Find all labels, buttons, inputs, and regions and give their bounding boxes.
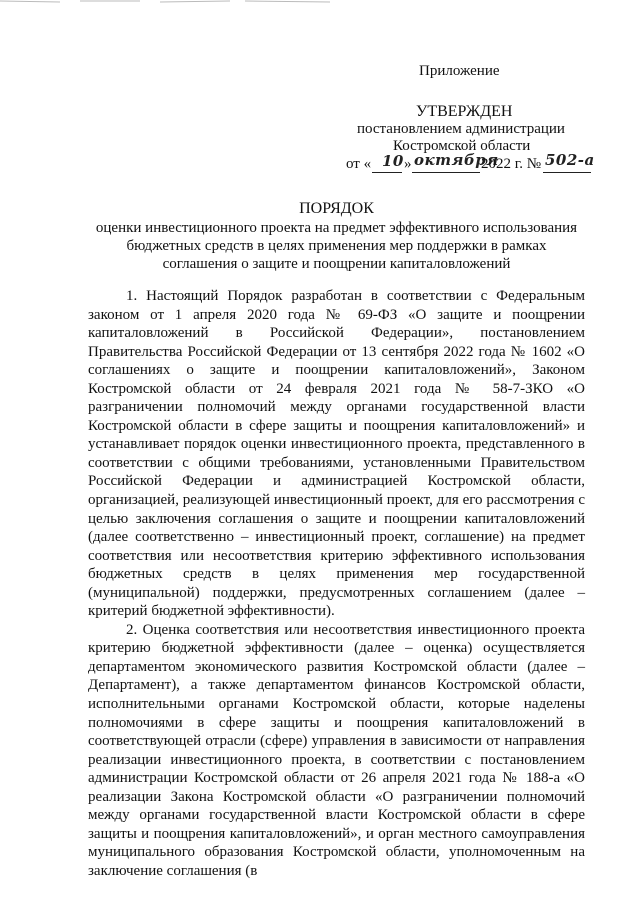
paragraph-1: 1. Настоящий Порядок разработан в соответствии с Федеральным законом от 1 апреля 2020 года № 69-ФЗ «О защите и поощрении капиталовложений в Российской Федерации», постановлением Правительства Российской Федерации от 13 сентября 2022 года № 1602 «О соглашениях о защите и поощрении капиталовложений», Законом Костромской области от 24 февраля 2021 года № 58-7-ЗКО «О разграничении полномочий между органами государственной власти Костромской области в сфере защиты и поощрения капиталовложений» и устанавливает порядок оценки инвестиционного проекта, представленного в соответствии с общими требованиями, установленными Правительством Российской Федерации и администрацией Костромской области, организацией, реализующей инвестиционный проект, для его рассмотрения с целью заключения соглашения о защите и поощрении капиталовложений (далее соответственно – инвестиционный проект, соглашение) на предмет соответствия или несоответствия критерию эффективного использования бюджетных средств в целях применения мер государственной (муниципальной) поддержки, предусмотренных соглашением (далее – критерий бюджетной эффективности). <box>88 288 585 620</box>
document-subtitle-line2: бюджетных средств в целях применения мер поддержки в рамках <box>126 238 547 254</box>
scan-artifact <box>0 0 360 6</box>
approved-label: УТВЕРЖДЕН <box>416 103 513 120</box>
date-closing-quote: » <box>404 156 412 172</box>
date-month: октября <box>414 151 499 169</box>
appendix-label: Приложение <box>419 63 500 79</box>
document-number: 502-а <box>545 151 595 169</box>
paragraph-2: 2. Оценка соответствия или несоответствия инвестиционного проекта критерию бюджетной эффективности (далее – оценка) осуществляется департаментом экономического развития Костромской области (далее – Департамент), а также департаментом финансов Костромской области, исполнительными органами Костромской области, которые наделены полномочиями в сфере защиты и поощрения капиталовложений в соответствующей отрасли (сфере) управления в зависимости от направления реализации инвестиционного проекта, в соответствии с постановлением администрации Костромской области от 26 апреля 2021 года № 188-а «О реализации Закона Костромской области «О разграничении полномочий между органами государственной власти Костромской области в сфере защиты и поощрения капиталовложений», и орган местного самоуправления муниципального образования Костромской области, уполномоченным на заключение соглашения (в <box>88 621 585 879</box>
document-title: ПОРЯДОК <box>299 200 374 217</box>
document-subtitle-line3: соглашения о защите и поощрении капиталовложений <box>162 256 511 272</box>
approved-line1: постановлением администрации <box>357 121 565 137</box>
approved-line2: Костромской области <box>393 138 531 154</box>
document-subtitle-line1: оценки инвестиционного проекта на предмет эффективного использования <box>95 220 578 236</box>
date-year: 2022 г. № <box>481 156 542 172</box>
date-day: 10 <box>382 152 404 170</box>
date-prefix: от « <box>346 156 372 172</box>
document-body <box>88 287 585 881</box>
